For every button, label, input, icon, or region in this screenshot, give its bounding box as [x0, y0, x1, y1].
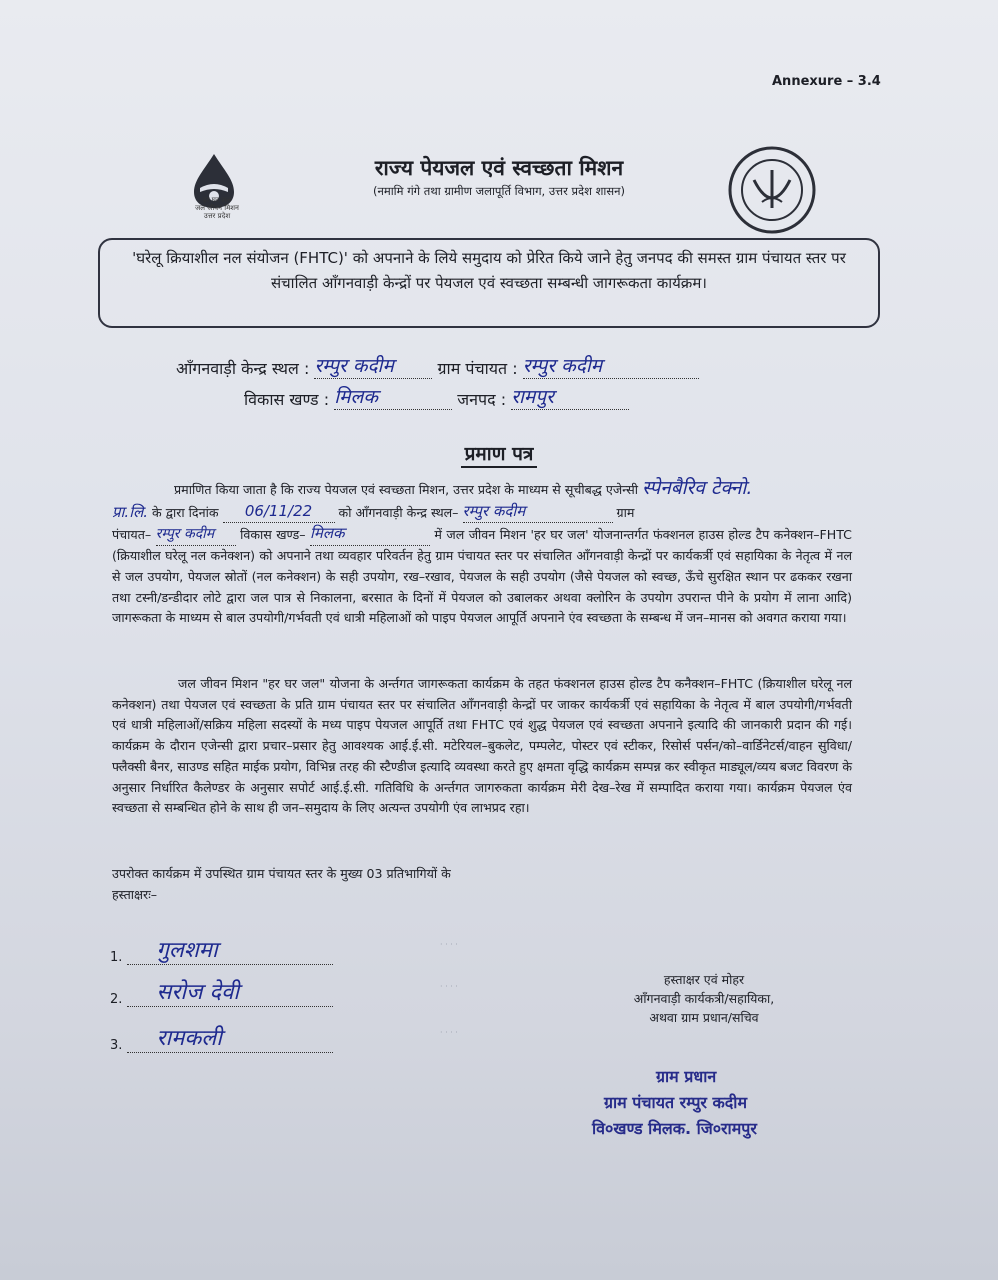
block-handwritten: मिलक	[309, 524, 345, 543]
panchayat-handwritten: रम्पुर कदीम	[155, 526, 215, 543]
participant-signature: सरोज देवी	[156, 980, 240, 1005]
p1-text-g: में जल जीवन मिशन 'हर घर जल' योजनान्तर्गत फंक्शनल हाउस होल्ड टैप कनेक्शन–FHTC (क्रियाशील घरेलू नल कनेक्शन) को अपनाने तथा व्यवहार परिवर्तन हेतु ग्राम पंचायत स्तर पर संचालित आँगनवाड़ी केन्द्रों पर कार्यकर्त्री एवं सहायिका के नेतृत्व में नल से जल उपयोग, पेयजल स्रोतों (नल कनेक्शन) के सही उपयोग, रख–रखाव, पेयजल के सही उपयोग (जैसे पेयजल को स्वच्छ, ऊँचे सुरक्षित स्थान पर ढककर रखना तथा टस्नी/डन्डीदार लोटे द्वारा जल पात्र से निकालना, बरसात के दिनों में पेयजल को उबालकर अथवा क्लोरिन के उपयोग उपरान्त पीने के प्रयोग में लाना आदि) जागरूकता के माध्यम से बाल उपयोगी/गर्भवती एवं धात्री महिलाओं को पाइप पेयजल आपूर्ति अपनाने एंव स्वच्छता के सम्बन्ध में जन–मानस को अवगत कराया गया।	[112, 527, 852, 626]
signatory-line1: हस्ताक्षर एवं मोहर	[663, 972, 745, 987]
participants-intro	[112, 864, 852, 905]
participant-row-3	[110, 1022, 333, 1053]
block-label: विकास खण्ड :	[244, 390, 330, 409]
signatory-block	[604, 970, 804, 1027]
annexure-label: Annexure – 3.4	[772, 74, 881, 89]
p1-text-b: के द्वारा दिनांक	[152, 504, 219, 520]
centre-label: आँगनवाड़ी केन्द्र स्थल :	[176, 359, 310, 378]
participant-signature: गुलशमा	[156, 938, 218, 963]
panchayat-label: ग्राम पंचायत :	[437, 359, 518, 378]
p1-text-f: विकास खण्ड–	[240, 527, 306, 543]
participant-number: 2.	[110, 992, 123, 1007]
participant-number: 1.	[110, 950, 123, 965]
p1-text-e: पंचायत–	[112, 527, 152, 543]
participant-row-2	[110, 976, 333, 1007]
participant-number: 3.	[110, 1038, 123, 1053]
signatory-line3: अथवा ग्राम प्रधान/सचिव	[649, 1010, 759, 1025]
signatory-line2: आँगनवाड़ी कार्यकत्री/सहायिका,	[633, 991, 775, 1006]
header-subtitle: (नमामि गंगे तथा ग्रामीण जलापूर्ति विभाग, उत्तर प्रदेश शासन)	[372, 184, 626, 198]
program-banner	[98, 238, 880, 328]
bleed-through-mark: · · · ·	[440, 1028, 458, 1037]
block-value: मिलक	[334, 386, 378, 408]
participants-intro-line2: हस्ताक्षरः–	[112, 886, 158, 902]
stamp-line1: ग्राम प्रधान	[656, 1067, 717, 1086]
certificate-paragraph-1	[112, 478, 852, 629]
logo-left-line1: हर घर जल	[203, 196, 231, 204]
agency-handwritten: स्पेनबैरिव टेक्नो.	[642, 477, 753, 499]
date-handwritten: 06/11/22	[244, 501, 313, 520]
banner-text: 'घरेलू क्रियाशील नल संयोजन (FHTC)' को अपनाने के लिये समुदाय को प्रेरित किये जाने हेतु जनपद की समस्त ग्राम पंचायत स्तर पर संचालित आँगनवाड़ी केन्द्रों पर पेयजल एवं स्वच्छता सम्बन्धी जागरूकता कार्यक्रम।	[132, 249, 846, 292]
stamp-line3: वि०खण्ड मिलक. जि०रामपुर	[592, 1119, 757, 1138]
agency-handwritten-2: प्रा.लि.	[112, 502, 149, 521]
p1-text-d: ग्राम	[616, 504, 635, 520]
district-value: रामपुर	[511, 386, 554, 408]
participants-intro-line1: उपरोक्त कार्यक्रम में उपस्थित ग्राम पंचायत स्तर के मुख्य 03 प्रतिभागियों के	[112, 866, 451, 881]
participant-row-1	[110, 934, 333, 965]
certificate-title: प्रमाण पत्र	[461, 443, 538, 468]
p1-text-a: प्रमाणित किया जाता है कि राज्य पेयजल एवं स्वच्छता मिशन, उत्तर प्रदेश के माध्यम से सूचीबद्ध एजेन्सी	[174, 482, 638, 497]
centre-value: रम्पुर कदीम	[314, 355, 394, 377]
p1-text-c: को आँगनवाड़ी केन्द्र स्थल–	[338, 504, 459, 520]
logo-left-line3: उत्तर प्रदेश	[203, 212, 231, 220]
header-title: राज्य पेयजल एवं स्वच्छता मिशन	[374, 156, 624, 180]
certificate-paragraph-2: जल जीवन मिशन "हर घर जल" योजना के अर्न्तगत जागरूकता कार्यक्रम के तहत फंक्शनल हाउस होल्ड टैप कनैक्शन–FHTC (क्रियाशील घरेलू नल कनेक्शन) तथा पेयजल एवं स्वच्छता के प्रति ग्राम पंचायत स्तर पर संचालित आँगनवाड़ी केन्द्रों पर जाकर कार्यकर्त्री एवं सहायिका के नेतृत्व में बाल उपयोगी/गर्भवती एवं धात्री महिलाओं/सक्रिय महिला सदस्यों के मध्य पाइप पेयजल आपूर्ति तथा FHTC एवं शुद्ध पेयजल एवं स्वच्छता अपनाने इत्यादि की जानकारी प्रदान की गई। कार्यक्रम के दौरान एजेन्सी द्वारा प्रचार–प्रसार हेतु आवश्यक आई.ई.सी. मटेरियल–बुकलेट, पम्पलेट, पोस्टर एवं स्टीकर, रिसोर्स पर्सन/को–वार्डिनेटर्स/वाहन सुविधा/फ्लैक्सी बैनर, साउण्ड सहित माईक प्रयोग, विभिन्न तरह की स्टैण्डीज इत्यादि व्यवस्था करते हुए क्षमता वृद्धि कार्यक्रम सम्पन्न कर स्वीकृत माड्यूल/व्यय बजट विवरण के अनुसार निर्धारित कैलेण्डर के अनुसार सपोर्ट आई.ई.सी. गतिविधि के अर्न्तगत जागरुकता कार्यक्रम मेरी देख–रेख में सम्पादित कराया गया। कार्यक्रम पेयजल एंव स्वच्छता से सम्बन्धित होने के साथ ही जन–समुदाय के लिए अत्यन्त उपयोगी एंव लाभप्रद रहा।	[112, 676, 852, 816]
site-handwritten: रम्पुर कदीम	[462, 501, 526, 520]
bleed-through-mark: · · · ·	[440, 982, 458, 991]
participant-signature: रामकली	[156, 1026, 222, 1051]
district-label: जनपद :	[457, 390, 507, 409]
bleed-through-mark: · · · ·	[440, 940, 458, 949]
stamp-line2: ग्राम पंचायत रम्पुर कदीम	[604, 1093, 748, 1112]
pradhan-stamp	[592, 1064, 852, 1142]
logo-left-line2: जल जीवन मिशन	[195, 204, 239, 212]
block-field-row	[244, 383, 629, 410]
panchayat-value: रम्पुर कदीम	[522, 355, 603, 377]
centre-field-row	[176, 352, 699, 379]
